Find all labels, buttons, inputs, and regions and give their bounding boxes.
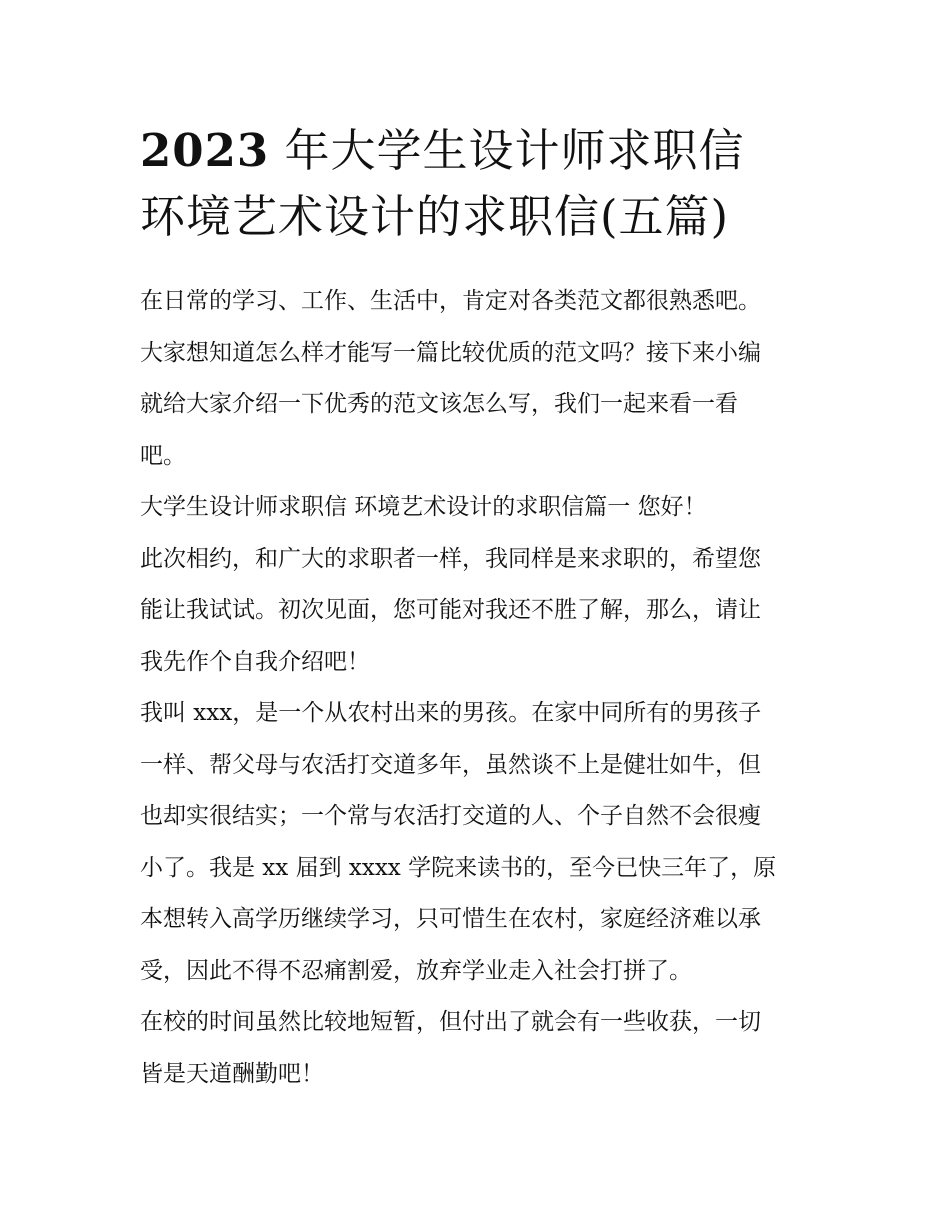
paragraph-greeting xyxy=(140,534,820,689)
paragraph-self-intro xyxy=(140,688,820,997)
title-line-1-text: 年大学生设计师求职信 xyxy=(269,124,745,177)
text-line: 大学生设计师求职信 环境艺术设计的求职信篇一 您好！ xyxy=(140,494,707,520)
text-line: 在日常的学习、工作、生活中，肯定对各类范文都很熟悉吧。 xyxy=(140,288,761,314)
paragraph-school xyxy=(140,997,820,1100)
text-line: 受，因此不得不忍痛割爱，放弃学业走入社会打拼了。 xyxy=(140,957,692,984)
paragraph-intro xyxy=(140,276,820,482)
text-line: 就给大家介绍一下优秀的范文该怎么写，我们一起来看一看 xyxy=(140,391,738,417)
text-line: 皆是天道酬勤吧！ xyxy=(140,1060,324,1087)
text-line: 大家想知道怎么样才能写一篇比较优质的范文吗？接下来小编 xyxy=(140,339,761,366)
title-line-1 xyxy=(140,118,840,184)
text-line: 在校的时间虽然比较地短暂，但付出了就会有一些收获，一切 xyxy=(140,1009,761,1035)
text-line: 我先作个自我介绍吧！ xyxy=(140,648,370,675)
text-line: 吧。 xyxy=(140,442,186,469)
document-body xyxy=(140,276,820,1100)
text-line: 也却实很结实；一个常与农活打交道的人、个子自然不会很瘦 xyxy=(140,803,761,829)
text-line: 能让我试试。初次见面，您可能对我还不胜了解，那么，请让 xyxy=(140,597,761,623)
text-line: 此次相约，和广大的求职者一样，我同样是来求职的，希望您 xyxy=(140,545,761,572)
paragraph-heading xyxy=(140,482,820,534)
title-year: 2023 xyxy=(140,124,270,177)
text-line: 小了。我是 xx 届到 xxxx 学院来读书的，至今已快三年了，原 xyxy=(140,854,777,881)
document-title xyxy=(140,118,840,250)
text-line: 本想转入高学历继续学习，只可惜生在农村，家庭经济难以承 xyxy=(140,906,761,932)
text-line: 一样、帮父母与农活打交道多年，虽然谈不上是健壮如牛，但 xyxy=(140,751,761,778)
text-line: 我叫 xxx，是一个从农村出来的男孩。在家中同所有的男孩子 xyxy=(140,700,762,726)
title-line-2: 环境艺术设计的求职信(五篇) xyxy=(140,190,730,243)
